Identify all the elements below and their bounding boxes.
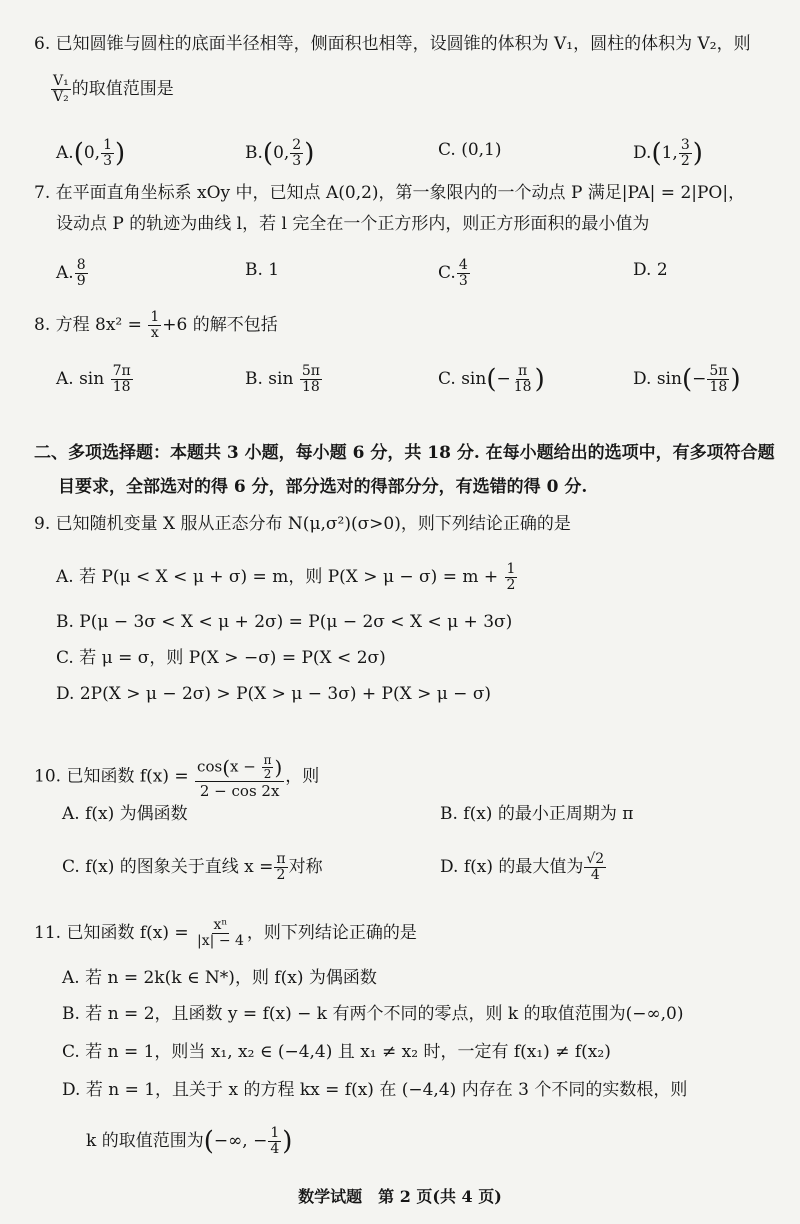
q9-option-c: C. 若 μ = σ，则 P(X > −σ) = P(X < 2σ): [56, 648, 386, 668]
q8-option-c: C. sin(− $\frac{\pi}{18}$ ): [438, 363, 545, 395]
q8-option-d: D. sin(− $\frac{5\pi}{18}$ ): [633, 363, 741, 395]
q10-option-c: C. f(x) 的图象关于直线 x = $\frac{\pi}{2}$ 对称: [62, 851, 323, 883]
q9-option-d: D. 2P(X > μ − 2σ) > P(X > μ − 3σ) + P(X > μ − σ): [56, 684, 492, 704]
q10-function-fraction: cos(x − $\frac{\pi}{2}$ ) 2 − cos 2x: [197, 753, 283, 800]
q11-option-d-line1: D. 若 n = 1，且关于 x 的方程 kx = f(x) 在 (−4,4) 内存在 3 个不同的实数根，则: [62, 1080, 688, 1100]
q8-option-b: B. sin $\frac{5\pi}{18}$: [245, 363, 320, 395]
q7-option-a: A. $\frac{8}{9}$: [56, 257, 86, 289]
q10-option-a: A. f(x) 为偶函数: [62, 804, 188, 824]
q6-ratio-fraction: $\frac{\text{V₁}}{\text{V₂}}$: [53, 73, 69, 105]
q10-option-b: B. f(x) 的最小正周期为 π: [440, 804, 634, 824]
q11-option-d-line2: k 的取值范围为(−∞, − $\frac{1}{4}$ ): [86, 1125, 293, 1157]
q6-option-c: C. (0,1): [438, 140, 502, 160]
q11-option-a: A. 若 n = 2k(k ∈ N*)，则 f(x) 为偶函数: [62, 968, 377, 988]
q7-option-c: C. $\frac{4}{3}$: [438, 257, 468, 289]
q6-stem-line1: 6. 已知圆锥与圆柱的底面半径相等，侧面积也相等，设圆锥的体积为 V₁，圆柱的体积为 V₂，则: [34, 34, 751, 54]
q11-stem: 11. 已知函数 f(x) = $\frac{\text{xⁿ}}{|x| - 4}$ ，则下列结论正确的是: [34, 917, 417, 949]
q7-stem-line1: 7. 在平面直角坐标系 xOy 中，已知点 A(0,2)，第一象限内的一个动点 P 满足|PA| = 2|PO|，: [34, 183, 746, 203]
q6-option-b: B.(0, $\frac{2}{3}$ ): [245, 137, 315, 169]
q7-stem-line2: 设动点 P 的轨迹为曲线 l，若 l 完全在一个正方形内，则正方形面积的最小值为: [56, 214, 650, 234]
q9-option-b: B. P(μ − 3σ < X < μ + 2σ) = P(μ − 2σ < X < μ + 3σ): [56, 612, 513, 632]
q10-option-d: D. f(x) 的最大值为 $\frac{√2}{4}$: [440, 851, 605, 883]
q9-stem: 9. 已知随机变量 X 服从正态分布 N(μ,σ²)(σ>0)，则下列结论正确的是: [34, 514, 571, 534]
page-footer: 数学试题 第 2 页(共 4 页): [298, 1187, 502, 1206]
q10-stem: 10. 已知函数 f(x) = cos(x − $\frac{\pi}{2}$ ) 2 − cos 2x ，则: [34, 753, 320, 800]
q8-stem: 8. 方程 8x² = $\frac{1}{x}$ +6 的解不包括: [34, 309, 278, 341]
q9-option-a: A. 若 P(μ < X < μ + σ) = m，则 P(X > μ − σ) = m + $\frac{1}{2}$: [56, 561, 516, 593]
q8-option-a: A. sin $\frac{7\pi}{18}$: [56, 363, 131, 395]
section2-heading-line2: 目要求，全部选对的得 6 分，部分选对的得部分分，有选错的得 0 分.: [58, 477, 588, 497]
q11-option-c: C. 若 n = 1，则当 x₁, x₂ ∈ (−4,4) 且 x₁ ≠ x₂ 时，一定有 f(x₁) ≠ f(x₂): [62, 1042, 611, 1062]
q7-option-b: B. 1: [245, 260, 280, 280]
q6-option-a: A.(0, $\frac{1}{3}$ ): [56, 137, 126, 169]
section2-heading-line1: 二、多项选择题：本题共 3 小题，每小题 6 分，共 18 分. 在每小题给出的选项中，有多项符合题: [34, 443, 775, 463]
q6-stem-line2: $\frac{\text{V₁}}{\text{V₂}}$ 的取值范围是: [53, 73, 174, 105]
q6-option-d: D.(1, $\frac{3}{2}$ ): [633, 137, 703, 169]
q7-option-d: D. 2: [633, 260, 668, 280]
q11-option-b: B. 若 n = 2，且函数 y = f(x) − k 有两个不同的零点，则 k 的取值范围为(−∞,0): [62, 1004, 684, 1024]
